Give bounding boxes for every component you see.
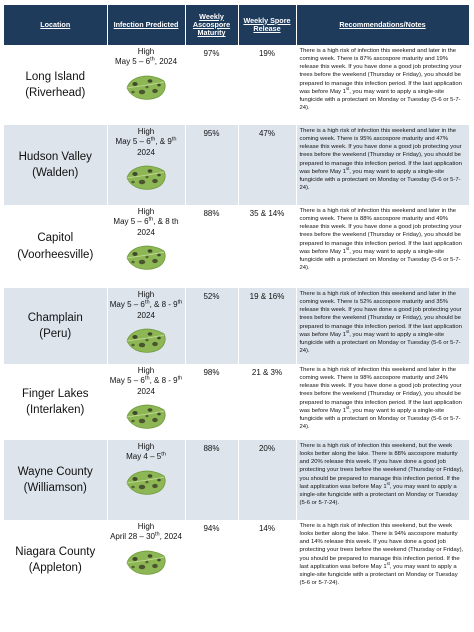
table-row: [4, 440, 469, 520]
location-site: (Interlaken): [26, 404, 85, 416]
infection-dates: May 5 – 6th, & 8 - 9th 2024: [109, 299, 183, 320]
infection-predicted-cell: [107, 205, 185, 288]
infection-level: High: [137, 442, 155, 451]
location-name: Wayne County: [17, 465, 93, 478]
spore-release-value: 47%: [238, 125, 296, 205]
infection-predicted-cell: [107, 125, 185, 205]
infection-level: High: [137, 127, 155, 136]
ascospore-maturity-value: 52%: [185, 288, 238, 364]
location-cell: [4, 440, 107, 520]
recommendation-note: There is a high risk of infection this weekend, but the week looks better along the lake. There is 88% ascospore maturity and 20% release this week. If you have done a good job protecting your trees before the weekend (Thursday or Friday), you should be prepared to manage this infection period. If the last application was before May 1st, you may want to apply a single-site fungicide with a protectant on Monday or Tuesday (5-6 or 5-7-24).: [296, 440, 469, 520]
infection-predicted-cell: [107, 520, 185, 600]
location-cell: [4, 364, 107, 440]
table-row: [4, 364, 469, 440]
header-weekly-spore-release[interactable]: Weekly Spore Release: [238, 5, 296, 45]
recommendation-note: There is a high risk of infection this weekend and later in the coming week. There is 95% ascospore maturity and 47% release this week. If you have done a good job protecting your trees before the weekend (Thursday or Friday), you should be prepared to manage this infection period. If the last application was before May 1st, you may want to apply a single-site fungicide with a protectant on Monday or Tuesday (5-6 or 5-7-24).: [296, 125, 469, 205]
infection-predicted-cell: [107, 45, 185, 125]
location-site: (Riverhead): [25, 87, 86, 99]
ascospore-maturity-value: 94%: [185, 520, 238, 600]
scabbed-leaf-icon: [124, 325, 168, 355]
location-name: Capitol: [37, 232, 74, 245]
table-header-row: [4, 5, 469, 45]
apple-scab-infection-table: [4, 5, 470, 600]
ascospore-maturity-value: 88%: [185, 440, 238, 520]
location-site: (Voorheesville): [17, 248, 94, 261]
scabbed-leaf-icon: [124, 162, 168, 192]
ascospore-maturity-value: 97%: [185, 45, 238, 125]
infection-dates: May 4 – 5th: [126, 451, 166, 462]
table-row: [4, 45, 469, 125]
table-row: [4, 288, 469, 364]
table-row: [4, 520, 469, 600]
header-infection-predicted[interactable]: Infection Predicted: [107, 5, 185, 45]
scabbed-leaf-icon: [124, 467, 168, 497]
location-name: Niagara County: [15, 545, 96, 558]
table-row: [4, 205, 469, 288]
spore-release-value: 19 & 16%: [238, 288, 296, 364]
location-cell: [4, 45, 107, 125]
ascospore-maturity-value: 88%: [185, 205, 238, 288]
ascospore-maturity-value: 98%: [185, 364, 238, 440]
recommendation-note: There is a high risk of infection this weekend and later in the coming week. There is 87% ascospore maturity and 19% release this week. If you have done a good job protecting your trees before the weekend (Thursday or Friday), you should be prepared to manage this infection period. If the last application was before May 1st, you may want to apply a single-site fungicide with a protectant on Monday or Tuesday (5-6 or 5-7-24).: [296, 45, 469, 125]
location-name: Champlain: [27, 311, 83, 324]
spore-release-value: 21 & 3%: [238, 364, 296, 440]
location-site: (Williamson): [23, 482, 87, 494]
infection-level: High: [137, 522, 155, 531]
infection-predicted-cell: [107, 440, 185, 520]
scabbed-leaf-icon: [124, 401, 168, 431]
header-weekly-ascospore-maturity[interactable]: Weekly Ascospore Maturity: [185, 5, 238, 45]
infection-level: High: [137, 47, 155, 56]
infection-predicted-cell: [107, 288, 185, 364]
ascospore-maturity-value: 95%: [185, 125, 238, 205]
spore-release-value: 19%: [238, 45, 296, 125]
infection-dates: May 5 – 6th, & 8 - 9th 2024: [109, 375, 183, 396]
location-name: Finger Lakes: [22, 387, 89, 400]
location-name: Hudson Valley: [18, 150, 92, 163]
recommendation-note: There is a high risk of infection this weekend and later in the coming week. There is 52% ascospore maturity and 35% release this week. If you have done a good job protecting your trees before the weekend (Thursday or Friday), you should be prepared to manage this infection period. If the last application was before May 1st, you may want to apply a single-site fungicide with a protectant on Monday or Tuesday (5-6 or 5-7-24).: [296, 288, 469, 364]
infection-dates: April 28 – 30th, 2024: [110, 531, 182, 542]
location-cell: [4, 288, 107, 364]
spore-release-value: 35 & 14%: [238, 205, 296, 288]
spore-release-value: 20%: [238, 440, 296, 520]
scabbed-leaf-icon: [124, 242, 168, 272]
location-site: (Appleton): [28, 562, 82, 574]
spore-release-value: 14%: [238, 520, 296, 600]
infection-level: High: [137, 366, 155, 375]
infection-level: High: [137, 207, 155, 216]
location-cell: [4, 125, 107, 205]
location-name: Long Island: [25, 70, 85, 83]
recommendation-note: There is a high risk of infection this weekend and later in the coming week. There is 98% ascospore maturity and 24% release this week. If you have done a good job protecting your trees before the weekend (Thursday or Friday), you should be prepared to manage this infection period. If the last application was before May 1st, you may want to apply a single-site fungicide with a protectant on Monday or Tuesday (5-6 or 5-7-24).: [296, 364, 469, 440]
location-cell: [4, 520, 107, 600]
infection-level: High: [137, 290, 155, 299]
location-site: (Walden): [32, 167, 79, 179]
recommendation-note: There is a high risk of infection this weekend and later in the coming week. There is 88% ascospore maturity and 49% release this week. If you have done a good job protecting your trees before the weekend (Thursday or Friday), you should be prepared to manage this infection period. If the last application was before May 1st, you may want to apply a single-site fungicide with a protectant on Monday or Tuesday (5-6 or 5-7-24).: [296, 205, 469, 288]
infection-dates: May 5 – 6th, & 9th 2024: [115, 136, 177, 157]
infection-dates: May 5 – 6th, & 8 th 2024: [113, 216, 179, 237]
table-row: [4, 125, 469, 205]
infection-predicted-cell: [107, 364, 185, 440]
header-location[interactable]: Location: [4, 5, 107, 45]
scabbed-leaf-icon: [124, 72, 168, 102]
header-recommendations-notes[interactable]: Recommendations/Notes: [296, 5, 469, 45]
infection-dates: May 5 – 6th, 2024: [114, 56, 178, 67]
recommendation-note: There is a high risk of infection this weekend, but the week looks better along the lake. There is 94% ascospore maturity and 14% release this week. If you have done a good job protecting your trees before the weekend (Thursday or Friday), you should be prepared to manage this infection period. If the last application was before May 1st, you may want to apply a single-site fungicide with a protectant on Monday or Tuesday (5-6 or 5-7-24).: [296, 520, 469, 600]
location-cell: [4, 205, 107, 288]
scabbed-leaf-icon: [124, 547, 168, 577]
location-site: (Peru): [39, 328, 72, 340]
